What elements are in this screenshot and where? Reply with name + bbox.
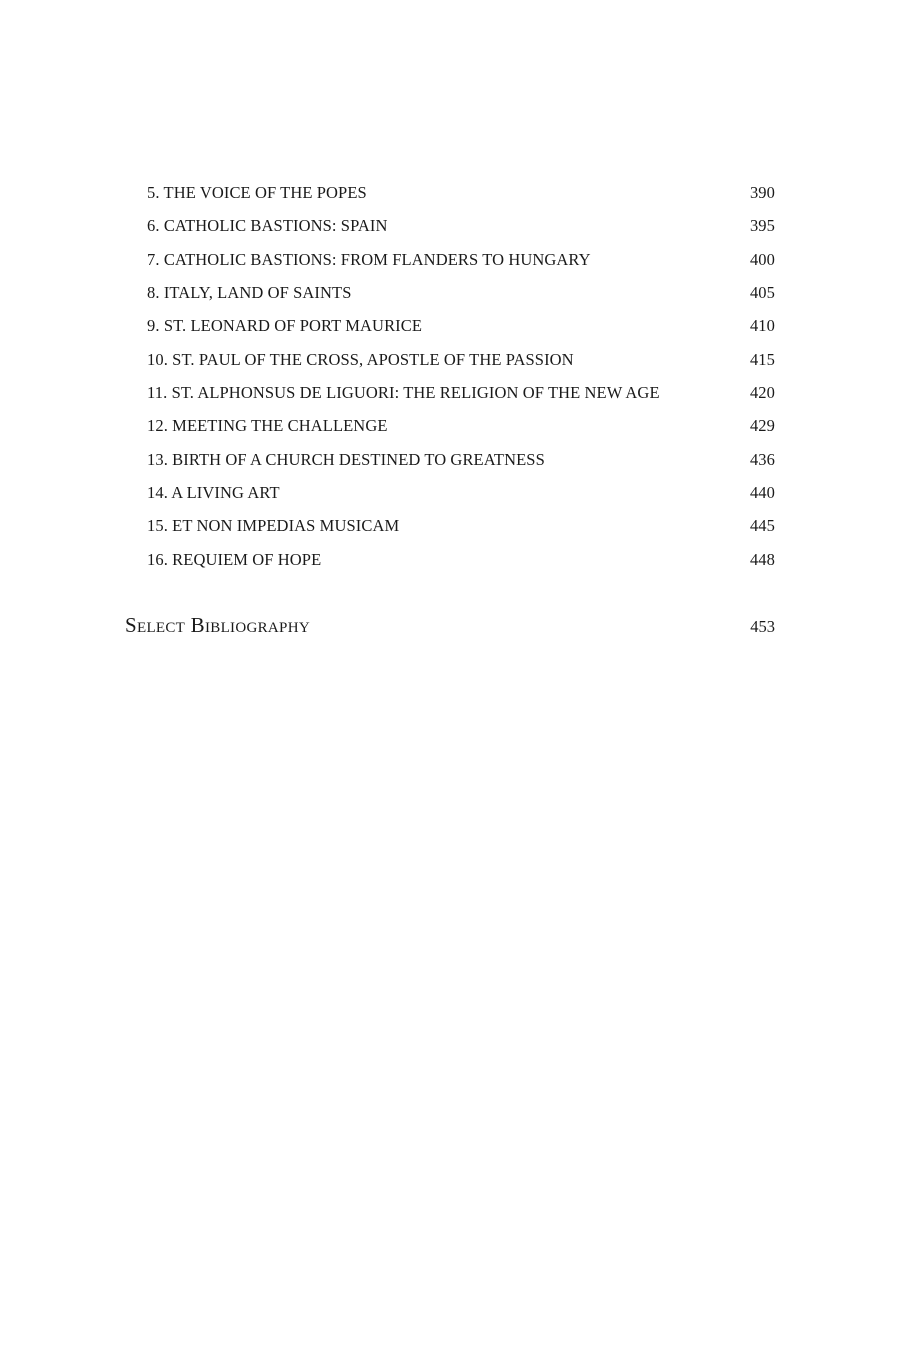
page-number: 453 [750, 617, 775, 636]
chapter-number: 12. [147, 416, 168, 435]
chapter-number: 14. [147, 483, 168, 502]
chapter-title: MEETING THE CHALLENGE [172, 416, 388, 435]
chapter-number: 10. [147, 350, 168, 369]
page-number: 445 [749, 516, 775, 535]
page-number: 440 [749, 483, 775, 502]
chapter-number: 8. [147, 283, 160, 302]
page-number: 420 [749, 383, 775, 402]
toc-entry[interactable] [147, 250, 775, 274]
section-title: Select Bibliography [125, 613, 310, 637]
chapter-title: CATHOLIC BASTIONS: FROM FLANDERS TO HUNGARY [163, 250, 591, 269]
chapter-title: ST. ALPHONSUS DE LIGUORI: THE RELIGION OF THE NEW AGE [171, 383, 660, 402]
page-number: 415 [749, 350, 775, 369]
page-number: 410 [749, 316, 775, 335]
chapter-number: 5. [147, 183, 160, 202]
chapter-number: 7. [147, 250, 160, 269]
page-number: 429 [749, 416, 775, 435]
toc-entry[interactable] [147, 550, 775, 574]
chapter-number: 11. [147, 383, 168, 402]
page-number: 448 [749, 550, 775, 569]
toc-entry[interactable] [147, 316, 775, 340]
chapter-title: REQUIEM OF HOPE [172, 550, 322, 569]
toc-entry[interactable] [147, 183, 775, 207]
page-number: 405 [749, 283, 775, 302]
toc-entry[interactable] [147, 283, 775, 307]
chapter-title: ST. LEONARD OF PORT MAURICE [163, 316, 423, 335]
toc-entry[interactable] [147, 383, 775, 407]
toc-entry[interactable] [147, 350, 775, 374]
toc-entry[interactable] [147, 216, 775, 240]
chapter-title: THE VOICE OF THE POPES [163, 183, 367, 202]
chapter-title: ET NON IMPEDIAS MUSICAM [172, 516, 400, 535]
chapter-title: ITALY, LAND OF SAINTS [163, 283, 352, 302]
chapter-number: 6. [147, 216, 160, 235]
chapter-title: BIRTH OF A CHURCH DESTINED TO GREATNESS [172, 450, 545, 469]
chapter-number: 16. [147, 550, 168, 569]
chapter-number: 13. [147, 450, 168, 469]
chapter-title: CATHOLIC BASTIONS: SPAIN [163, 216, 388, 235]
toc-entry[interactable] [147, 416, 775, 440]
toc-entry[interactable] [147, 450, 775, 474]
page-number: 395 [749, 216, 775, 235]
page-number: 400 [749, 250, 775, 269]
toc-entry[interactable] [147, 516, 775, 540]
toc-section-bibliography[interactable] [125, 613, 775, 641]
page-number: 436 [749, 450, 775, 469]
chapter-number: 9. [147, 316, 160, 335]
chapter-number: 15. [147, 516, 168, 535]
chapter-title: A LIVING ART [171, 483, 280, 502]
page-number: 390 [749, 183, 775, 202]
chapter-title: ST. PAUL OF THE CROSS, APOSTLE OF THE PASSION [172, 350, 574, 369]
toc-entry[interactable] [147, 483, 775, 507]
